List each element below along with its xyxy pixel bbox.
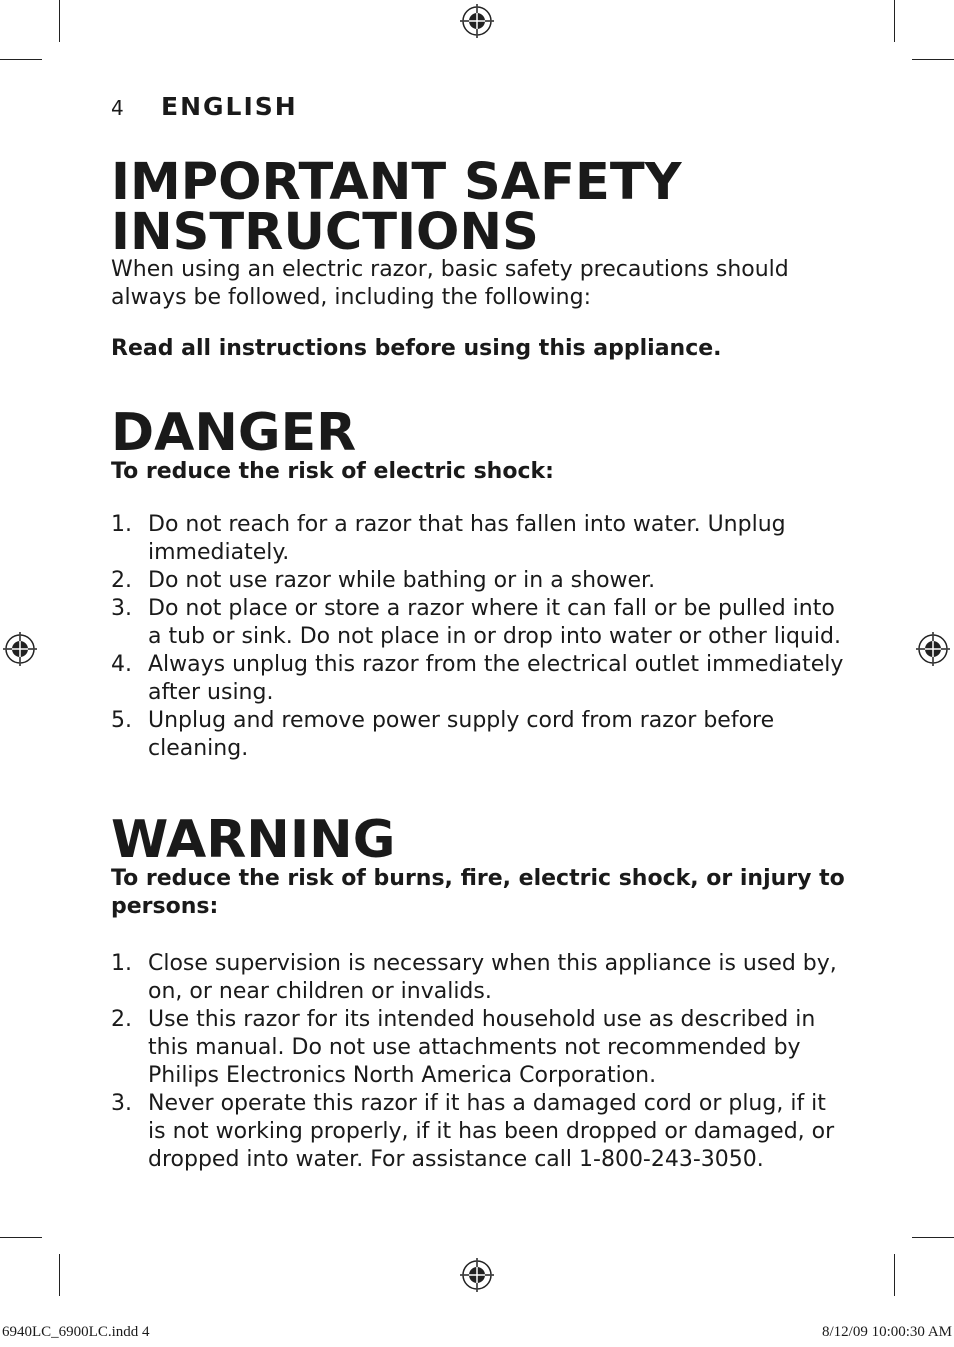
read-instructions-notice: Read all instructions before using this appliance. (111, 336, 722, 361)
list-item (111, 1006, 846, 1090)
item-number: 3. (111, 1091, 132, 1116)
danger-title: DANGER (111, 403, 357, 463)
crop-mark (59, 0, 60, 42)
item-number: 2. (111, 568, 132, 593)
list-item (111, 707, 846, 763)
page-title: IMPORTANT SAFETY INSTRUCTIONS (111, 153, 682, 262)
danger-subhead: To reduce the risk of electric shock: (111, 459, 554, 484)
list-item (111, 511, 846, 567)
crop-mark (0, 59, 42, 60)
registration-mark-icon (460, 1258, 494, 1292)
item-number: 5. (111, 708, 132, 733)
item-number: 2. (111, 1007, 132, 1032)
crop-mark (0, 1237, 42, 1238)
crop-mark (59, 1254, 60, 1296)
item-text: Always unplug this razor from the electrical outlet immediately after using. (148, 652, 844, 705)
list-item (111, 950, 846, 1006)
warning-list (111, 950, 846, 1174)
item-text: Never operate this razor if it has a damaged cord or plug, if it is not working properly, if it has been dropped or damaged, or dropped into water. For assistance call 1-800-243-3050. (148, 1091, 835, 1172)
footer-timestamp: 8/12/09 10:00:30 AM (821, 1324, 952, 1340)
item-text: Do not reach for a razor that has fallen into water. Unplug immediately. (148, 512, 786, 565)
list-item (111, 1090, 846, 1174)
crop-mark (894, 0, 895, 42)
item-number: 1. (111, 512, 132, 537)
item-number: 3. (111, 596, 132, 621)
list-item (111, 651, 846, 707)
registration-mark-icon (916, 632, 950, 666)
registration-mark-icon (460, 4, 494, 38)
item-text: Unplug and remove power supply cord from razor before cleaning. (148, 708, 775, 761)
item-text: Do not use razor while bathing or in a shower. (148, 568, 656, 593)
warning-title: WARNING (111, 810, 396, 870)
crop-mark (912, 1237, 954, 1238)
item-number: 1. (111, 951, 132, 976)
item-text: Do not place or store a razor where it can fall or be pulled into a tub or sink. Do not place in or drop into water or other liquid. (148, 596, 841, 649)
crop-mark (912, 59, 954, 60)
list-item (111, 567, 846, 595)
footer-file-name: 6940LC_6900LC.indd 4 (2, 1324, 150, 1340)
list-item (111, 595, 846, 651)
item-text: Use this razor for its intended household use as described in this manual. Do not use attachments not recommended by Philips Electronics North America Corporation. (148, 1007, 816, 1088)
page-number: 4 (111, 96, 124, 120)
intro-paragraph: When using an electric razor, basic safety precautions should always be followed, including the following: (111, 257, 789, 310)
language-label: ENGLISH (161, 92, 298, 121)
item-number: 4. (111, 652, 132, 677)
crop-mark (894, 1254, 895, 1296)
danger-list (111, 511, 846, 763)
page-header (111, 92, 298, 121)
warning-subhead: To reduce the risk of burns, fire, electric shock, or injury to persons: (111, 866, 845, 919)
registration-mark-icon (3, 632, 37, 666)
item-text: Close supervision is necessary when this appliance is used by, on, or near children or invalids. (148, 951, 837, 1004)
